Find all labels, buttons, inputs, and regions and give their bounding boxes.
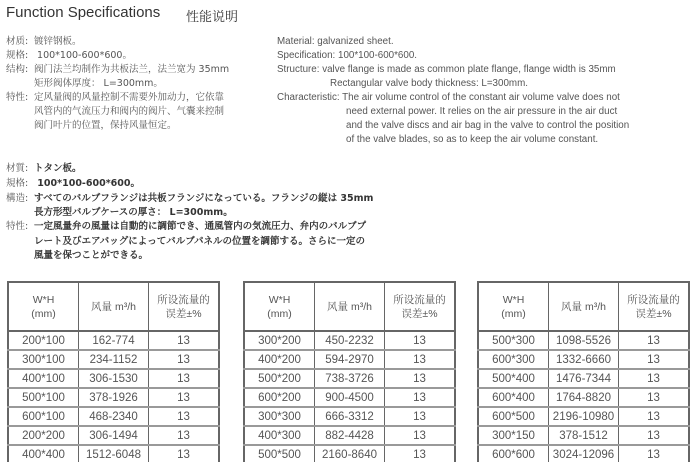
table-cell: 2196-10980	[549, 407, 619, 426]
table-cell: 13	[149, 445, 220, 462]
en-line: Characteristic: The air volume control of the constant air volume valve does not	[277, 92, 620, 103]
table-cell: 13	[385, 388, 456, 407]
table-cell: 1098-5526	[549, 331, 619, 350]
cn-line	[6, 120, 177, 132]
table-cell: 500*500	[244, 445, 315, 462]
table-cell: 13	[619, 445, 690, 462]
jp-line	[6, 178, 140, 190]
header-flow: 风量 m³/h	[315, 282, 385, 331]
title-chinese: 性能说明	[186, 10, 239, 25]
table-row	[478, 445, 689, 462]
table-cell: 1764-8820	[549, 388, 619, 407]
table-cell: 13	[385, 407, 456, 426]
cn-line	[6, 36, 82, 48]
en-line: of the valve blades, so as to keep the air volume constant.	[346, 134, 599, 145]
table-cell: 13	[385, 331, 456, 350]
table-cell: 400*300	[244, 426, 315, 445]
header-size: W*H (mm)	[478, 282, 549, 331]
header-error: 所设流量的 误差±%	[619, 282, 690, 331]
table-cell: 13	[619, 426, 690, 445]
header-error: 所设流量的 误差±%	[149, 282, 220, 331]
spec-label: 構造:	[6, 193, 29, 204]
table-cell: 600*200	[244, 388, 315, 407]
table-cell: 500*100	[8, 388, 79, 407]
jp-line	[6, 163, 82, 175]
table-row	[478, 369, 689, 388]
spec-text: すべてのバルブフランジは共板フランジになっている。フランジの縦は 35mm	[34, 193, 374, 204]
header-error: 所设流量的 误差±%	[385, 282, 456, 331]
spec-label: 材质:	[6, 36, 29, 47]
title-english: Function Specifications	[6, 4, 161, 21]
header-flow: 风量 m³/h	[549, 282, 619, 331]
spec-label: 特性:	[6, 92, 29, 103]
table-cell: 300*100	[8, 350, 79, 369]
spec-label: 材質:	[6, 163, 29, 174]
table-cell: 882-4428	[315, 426, 385, 445]
table-row	[478, 331, 689, 350]
spec-text: 矩形阀体厚度： L=300mm。	[34, 78, 163, 89]
table-cell: 468-2340	[79, 407, 149, 426]
table-cell: 378-1926	[79, 388, 149, 407]
en-line: need external power. It relies on the air pressure in the air duct	[346, 106, 618, 117]
table-header	[244, 282, 455, 331]
table-cell: 500*200	[244, 369, 315, 388]
spec-table	[477, 281, 690, 462]
en-line: Structure: valve flange is made as common plate flange, flange width is 35mm	[277, 64, 616, 75]
table-cell: 2160-8640	[315, 445, 385, 462]
table-cell: 1512-6048	[79, 445, 149, 462]
table-row	[8, 369, 219, 388]
table-cell: 600*100	[8, 407, 79, 426]
spec-label: 结构:	[6, 64, 29, 75]
table-row	[478, 426, 689, 445]
table-row	[478, 350, 689, 369]
spec-label: 规格:	[6, 50, 29, 61]
table-cell: 3024-12096	[549, 445, 619, 462]
jp-line	[6, 250, 148, 262]
spec-label: 特性:	[6, 221, 29, 232]
header-flow: 风量 m³/h	[79, 282, 149, 331]
table-header	[478, 282, 689, 331]
jp-line	[6, 193, 373, 205]
table-cell: 200*200	[8, 426, 79, 445]
table-cell: 13	[149, 388, 220, 407]
table-cell: 600*500	[478, 407, 549, 426]
spec-label: 規格:	[6, 178, 29, 189]
spec-text: 阀门叶片的位置，保持风量恒定。	[34, 120, 177, 131]
cn-line	[6, 106, 224, 118]
table-cell: 13	[385, 350, 456, 369]
table-header	[8, 282, 219, 331]
spec-text: 100*100-600*600。	[34, 178, 141, 189]
spec-text: 风管内的气流压力和阀内的阀片、气囊来控制	[34, 106, 225, 117]
table-row	[244, 388, 455, 407]
spec-text: 100*100-600*600。	[34, 50, 132, 61]
table-cell: 600*600	[478, 445, 549, 462]
table-row	[244, 331, 455, 350]
table-cell: 450-2232	[315, 331, 385, 350]
spec-text: 長方形型バルブケースの厚さ： L=300mm。	[34, 207, 233, 218]
en-line: Specification: 100*100-600*600.	[277, 50, 417, 61]
jp-line	[6, 207, 233, 219]
table-cell: 13	[149, 369, 220, 388]
table-cell: 300*150	[478, 426, 549, 445]
table-cell: 13	[619, 369, 690, 388]
spec-text: 一定風量弁の風量は自動的に調節でき、通風管内の気流圧力、弁内のバルブプ	[34, 221, 367, 232]
table-cell: 306-1530	[79, 369, 149, 388]
table-cell: 234-1152	[79, 350, 149, 369]
table-cell: 13	[619, 331, 690, 350]
spec-table	[7, 281, 220, 462]
table-cell: 500*400	[478, 369, 549, 388]
table-cell: 13	[619, 350, 690, 369]
spec-table	[243, 281, 456, 462]
table-cell: 738-3726	[315, 369, 385, 388]
table-cell: 300*300	[244, 407, 315, 426]
table-row	[244, 350, 455, 369]
en-line: Rectangular valve body thickness: L=300mm.	[330, 78, 528, 89]
table-cell: 13	[385, 445, 456, 462]
table-cell: 13	[619, 388, 690, 407]
table-cell: 666-3312	[315, 407, 385, 426]
table-cell: 600*300	[478, 350, 549, 369]
table-cell: 900-4500	[315, 388, 385, 407]
table-cell: 13	[385, 369, 456, 388]
cn-line	[6, 78, 163, 90]
jp-line	[6, 236, 365, 248]
spec-text: 阀门法兰均制作为共板法兰，法兰宽为 35mm	[34, 64, 230, 75]
table-cell: 13	[619, 407, 690, 426]
table-cell: 500*300	[478, 331, 549, 350]
table-row	[244, 426, 455, 445]
table-cell: 13	[149, 350, 220, 369]
header-size: W*H (mm)	[8, 282, 79, 331]
cn-line	[6, 50, 132, 62]
en-line: Material: galvanized sheet.	[277, 36, 394, 47]
table-cell: 378-1512	[549, 426, 619, 445]
table-row	[8, 407, 219, 426]
table-row	[8, 388, 219, 407]
table-row	[478, 388, 689, 407]
table-cell: 1476-7344	[549, 369, 619, 388]
table-cell: 300*200	[244, 331, 315, 350]
cn-line	[6, 92, 224, 104]
jp-line	[6, 221, 366, 233]
table-cell: 306-1494	[79, 426, 149, 445]
table-cell: 13	[149, 331, 220, 350]
table-cell: 400*400	[8, 445, 79, 462]
table-row	[244, 407, 455, 426]
spec-text: トタン板。	[34, 163, 82, 174]
spec-text: 風量を保つことができる。	[34, 250, 149, 261]
table-cell: 13	[149, 407, 220, 426]
table-cell: 594-2970	[315, 350, 385, 369]
table-row	[244, 445, 455, 462]
spec-text: レート及びエアバッグによってバルブパネルの位置を調節する。さらに一定の	[34, 236, 365, 247]
spec-text: 定风量阀的风量控制不需要外加动力，它依靠	[34, 92, 225, 103]
table-row	[8, 331, 219, 350]
cn-line	[6, 64, 229, 76]
header-size: W*H (mm)	[244, 282, 315, 331]
spec-text: 镀锌钢板。	[34, 36, 82, 47]
table-cell: 400*100	[8, 369, 79, 388]
en-line: and the valve discs and air bag in the valve to control the position	[346, 120, 630, 131]
table-cell: 200*100	[8, 331, 79, 350]
table-cell: 13	[385, 426, 456, 445]
table-row	[8, 350, 219, 369]
table-row	[8, 445, 219, 462]
table-row	[244, 369, 455, 388]
table-cell: 600*400	[478, 388, 549, 407]
table-cell: 13	[149, 426, 220, 445]
table-cell: 400*200	[244, 350, 315, 369]
table-cell: 162-774	[79, 331, 149, 350]
table-row	[478, 407, 689, 426]
table-cell: 1332-6660	[549, 350, 619, 369]
table-row	[8, 426, 219, 445]
